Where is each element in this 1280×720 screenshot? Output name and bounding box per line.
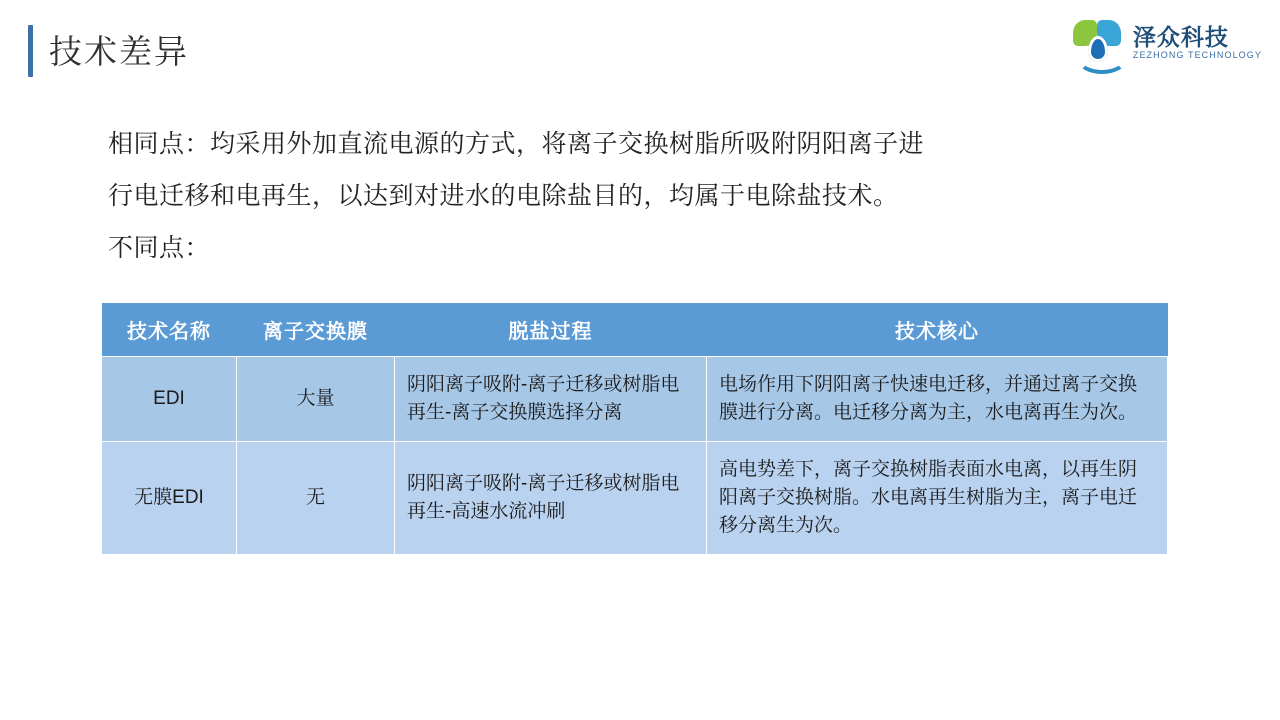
comparison-table: [101, 303, 1167, 555]
title-accent-bar: [28, 25, 33, 77]
table-header-process: 脱盐过程: [395, 303, 707, 357]
cell-name: 无膜EDI: [102, 442, 237, 555]
logo-leaf-drop-icon: [1071, 18, 1125, 68]
table-header-name: 技术名称: [102, 303, 237, 357]
body-line-2: 行电迁移和电再生，以达到对进水的电除盐目的，均属于电除盐技术。: [108, 182, 899, 210]
cell-name: EDI: [102, 357, 237, 442]
body-line-1: 相同点：均采用外加直流电源的方式，将离子交换树脂所吸附阴阳离子进: [108, 130, 925, 158]
cell-core: 高电势差下，离子交换树脂表面水电离，以再生阴阳离子交换树脂。水电离再生树脂为主，离子电迁移分离生为次。: [707, 442, 1168, 555]
cell-membrane: 大量: [237, 357, 395, 442]
table-row: [102, 357, 1168, 442]
title-text: 技术差异: [49, 32, 189, 70]
cell-core: 电场作用下阴阳离子快速电迁移，并通过离子交换膜进行分离。电迁移分离为主，水电离再生为次。: [707, 357, 1168, 442]
table-header-row: [102, 303, 1168, 357]
company-logo: [1071, 16, 1262, 70]
table-row: [102, 442, 1168, 555]
logo-name-cn: 泽众科技: [1132, 23, 1229, 50]
table-header-membrane: 离子交换膜: [237, 303, 395, 357]
cell-membrane: 无: [237, 442, 395, 555]
cell-process: 阴阳离子吸附-离子迁移或树脂电再生-高速水流冲刷: [395, 442, 707, 555]
cell-process: 阴阳离子吸附-离子迁移或树脂电再生-离子交换膜选择分离: [395, 357, 707, 442]
table-header-core: 技术核心: [707, 303, 1168, 357]
logo-name-en: ZEZHONG TECHNOLOGY: [1132, 49, 1262, 60]
body-line-3: 不同点：: [108, 234, 211, 262]
body-paragraph: [108, 118, 1168, 274]
page-title: [28, 22, 189, 80]
